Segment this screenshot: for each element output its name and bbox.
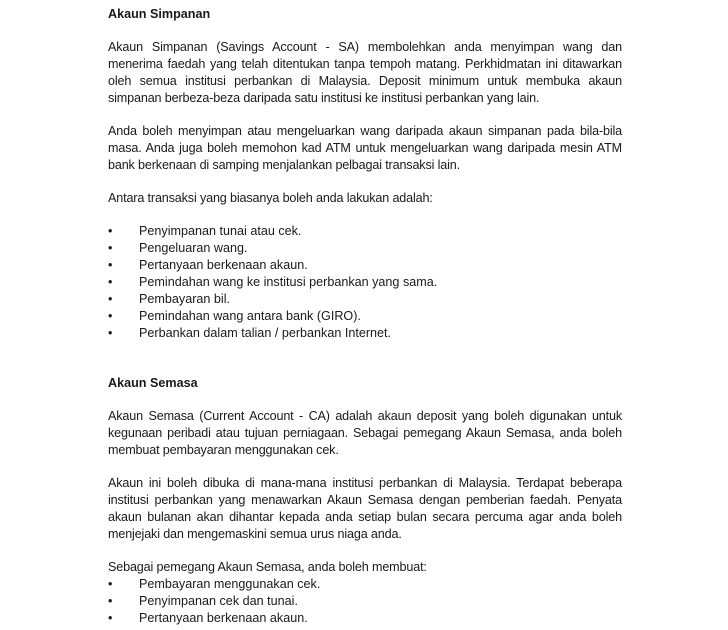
bullet-icon: •: [108, 241, 113, 255]
bullet-icon: •: [108, 577, 113, 591]
list-item: • Pertanyaan berkenaan akaun.: [108, 611, 308, 625]
bullet-icon: •: [108, 292, 113, 306]
document-page: [108, 6, 622, 627]
bullet-icon: •: [108, 224, 113, 238]
list-item: • Pembayaran bil.: [108, 292, 231, 306]
section-akaun-semasa: [108, 375, 622, 627]
bullet-list: [108, 223, 622, 342]
paragraph: Akaun Semasa (Current Account - CA) adalah akaun deposit yang boleh digunakan untuk kegunaan peribadi atau tujuan perniagaan. Sebagai pemegang Akaun Semasa, anda boleh membuat pembayaran menggunakan cek.: [108, 409, 622, 457]
list-item: • Pemindahan wang antara bank (GIRO).: [108, 309, 361, 323]
bullet-icon: •: [108, 258, 113, 272]
list-intro: Antara transaksi yang biasanya boleh anda lakukan adalah:: [108, 191, 433, 205]
list-item: • Penyimpanan tunai atau cek.: [108, 224, 302, 238]
list-item: • Pembayaran menggunakan cek.: [108, 577, 321, 591]
list-item: • Pengeluaran wang.: [108, 241, 248, 255]
bullet-icon: •: [108, 326, 113, 340]
list-item: • Penyimpanan cek dan tunai.: [108, 594, 298, 608]
paragraph: Anda boleh menyimpan atau mengeluarkan wang daripada akaun simpanan pada bila-bila masa. Anda juga boleh memohon kad ATM untuk mengeluarkan wang daripada mesin ATM bank berkenaan di samping menjalankan pelbagai transaksi lain.: [108, 124, 622, 172]
section-title: Akaun Simpanan: [108, 7, 211, 21]
paragraph: Akaun Simpanan (Savings Account - SA) membolehkan anda menyimpan wang dan menerima faedah yang telah ditentukan tanpa tempoh matang. Perkhidmatan ini ditawarkan oleh semua institusi perbankan di Malaysia. Deposit minimum untuk membuka akaun simpanan berbeza-beza daripada satu institusi ke institusi perbankan yang lain.: [108, 40, 622, 105]
section-title: Akaun Semasa: [108, 376, 198, 390]
bullet-icon: •: [108, 611, 113, 625]
section-akaun-simpanan: [108, 6, 622, 342]
bullet-icon: •: [108, 275, 113, 289]
bullet-icon: •: [108, 309, 113, 323]
list-item: • Pemindahan wang ke institusi perbankan yang sama.: [108, 275, 438, 289]
bullet-list: [108, 576, 622, 627]
list-item: • Perbankan dalam talian / perbankan Internet.: [108, 326, 392, 340]
list-intro: Sebagai pemegang Akaun Semasa, anda boleh membuat:: [108, 560, 427, 574]
bullet-icon: •: [108, 594, 113, 608]
list-item: • Pertanyaan berkenaan akaun.: [108, 258, 308, 272]
paragraph: Akaun ini boleh dibuka di mana-mana institusi perbankan di Malaysia. Terdapat beberapa institusi perbankan yang menawarkan Akaun Semasa dengan pemberian faedah. Penyata akaun bulanan akan dihantar kepada anda setiap bulan secara percuma agar anda boleh menjejaki dan mengemaskini semua urus niaga anda.: [108, 476, 622, 541]
